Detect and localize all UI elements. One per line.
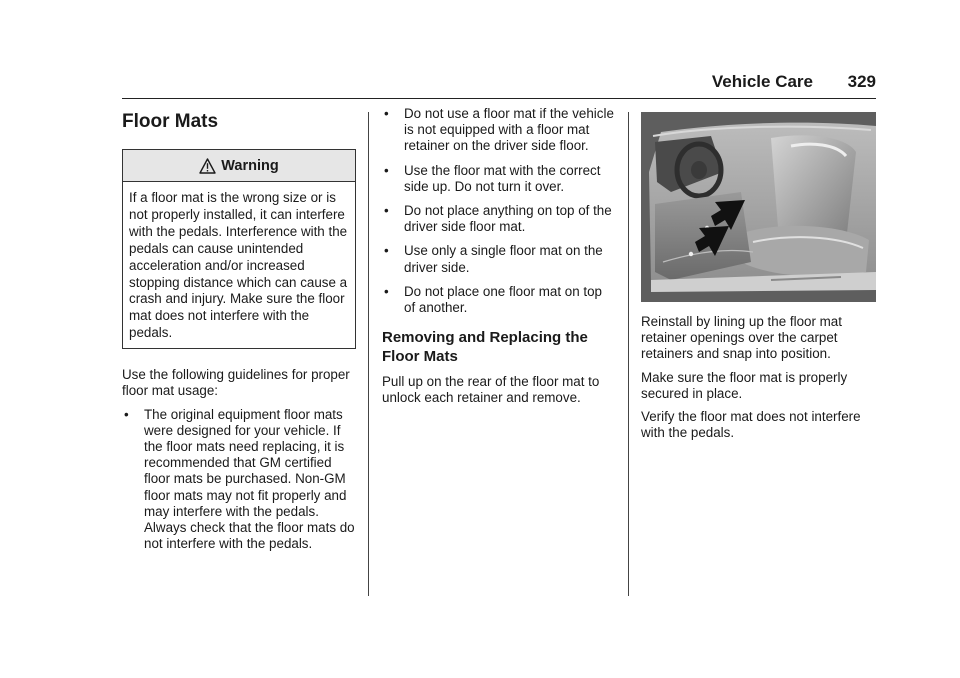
floor-mat-retainer-photo [641,112,876,302]
guidelines-intro: Use the following guidelines for proper floor mat usage: [122,367,350,399]
reinstall-instructions: Reinstall by lining up the floor mat retainer openings over the carpet retainers and snap into position. [641,314,842,362]
page-title: Floor Mats [122,111,219,132]
warning-triangle-icon [199,158,216,174]
warning-label: Warning [221,157,279,174]
bullet-glyph: • [384,243,389,259]
list-item-text: Use only a single floor mat on the driver side. [404,243,603,275]
list-item-text: The original equipment floor mats were designed for your vehicle. If the floor mats need replacing, it is recommended that GM certified floor mats be purchased. Non-GM floor mats may not fit properly and may interfere with the pedals. Always check that the floor mats do not interfere with the pedals. [144,406,355,552]
list-item [382,163,616,195]
list-item [122,407,356,553]
section-title: Vehicle Care [711,72,813,91]
column-2 [382,106,616,414]
bullet-glyph: • [124,406,129,422]
list-item [382,203,616,235]
bullet-glyph: • [384,283,389,299]
bullet-glyph: • [384,106,389,121]
warning-box [122,149,356,349]
list-item [382,243,616,275]
column-divider [628,112,629,596]
guidelines-list [122,407,356,553]
list-item-text: Do not use a floor mat if the vehicle is not equipped with a floor mat retainer on the driver side floor. [404,106,614,154]
bullet-glyph: • [384,162,389,178]
column-3 [641,106,876,448]
removal-instructions: Pull up on the rear of the floor mat to unlock each retainer and remove. [382,374,600,406]
list-item [382,284,616,316]
warning-text: If a floor mat is the wrong size or is not properly installed, it can interfere with the pedals. Interference with the pedals can cause unintended acceleration and/or increased stopping distance which can cause a crash and injury. Make sure the floor mat does not interfere with the pedals. [129,190,348,341]
section-subheading: Removing and Replacing the Floor Mats [382,329,588,366]
list-item-text: Do not place anything on top of the driver side floor mat. [404,203,612,235]
list-item-text: Use the floor mat with the correct side up. Do not turn it over. [404,162,601,194]
secure-instructions: Make sure the floor mat is properly secured in place. [641,369,848,401]
usage-list [382,106,616,316]
column-1 [122,106,356,560]
list-item-text: Do not place one floor mat on top of another. [404,283,603,316]
bullet-glyph: • [384,203,389,219]
page-number: 329 [847,72,876,91]
header-rule [122,98,876,99]
page-header [0,72,876,94]
column-divider [368,112,369,596]
list-item [382,106,616,155]
warning-header [123,150,355,182]
verify-instructions: Verify the floor mat does not interfere with the pedals. [641,409,861,441]
